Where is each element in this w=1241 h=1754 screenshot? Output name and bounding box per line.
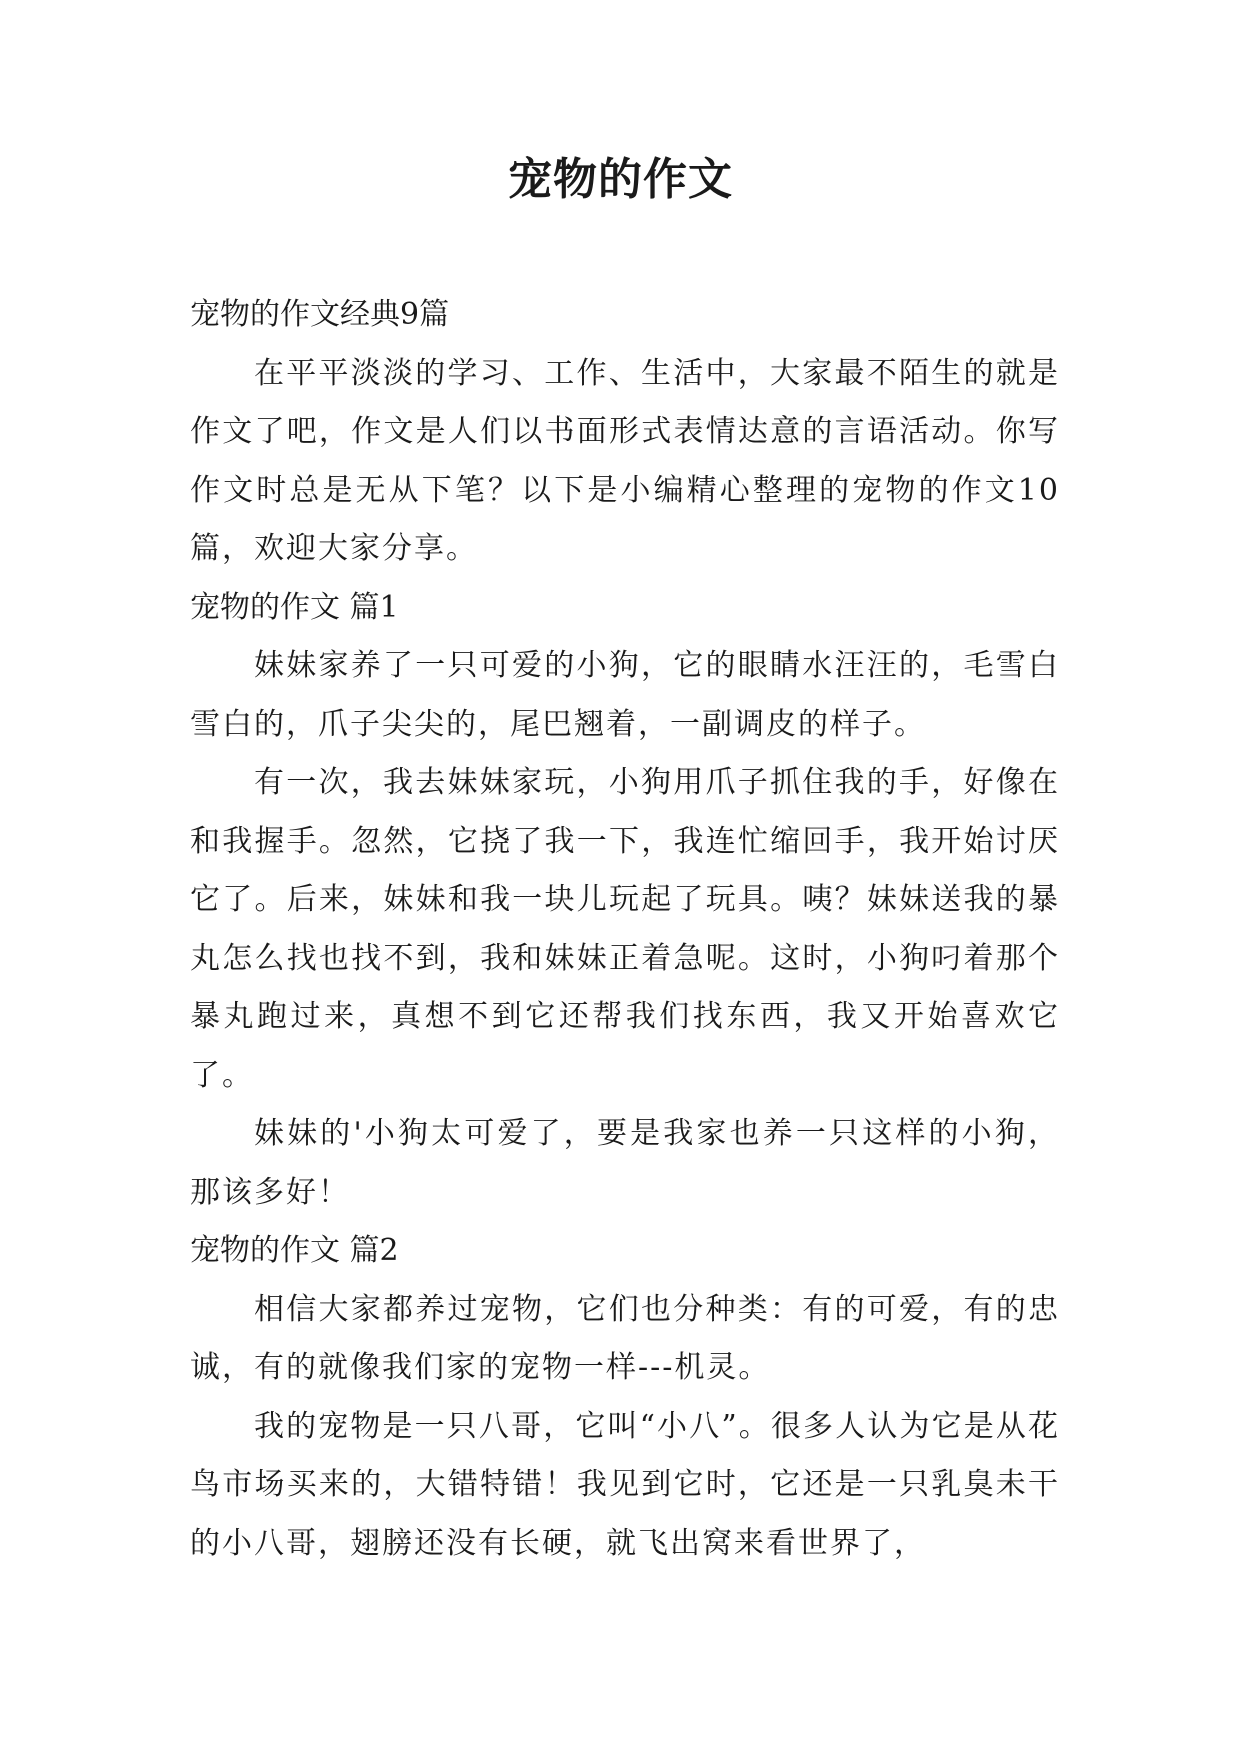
document-body — [190, 286, 1060, 1573]
intro-paragraph: 在平平淡淡的学习、工作、生活中，大家最不陌生的就是作文了吧，作文是人们以书面形式表情达意的言语活动。你写作文时总是无从下笔？以下是小编精心整理的宠物的作文10篇，欢迎大家分享。 — [190, 355, 1060, 566]
paragraph: 妹妹的'小狗太可爱了，要是我家也养一只这样的小狗，那该多好！ — [190, 1116, 1060, 1210]
paragraph: 妹妹家养了一只可爱的小狗，它的眼睛水汪汪的，毛雪白雪白的，爪子尖尖的，尾巴翘着，一副调皮的样子。 — [190, 648, 1060, 742]
paragraph: 我的宠物是一只八哥，它叫“小八”。很多人认为它是从花鸟市场买来的，大错特错！我见到它时，它还是一只乳臭未干的小八哥，翅膀还没有长硬，就飞出窝来看世界了， — [190, 1408, 1060, 1561]
section-heading: 宠物的作文经典9篇 — [190, 297, 450, 332]
paragraph: 相信大家都养过宠物，它们也分种类：有的可爱，有的忠诚，有的就像我们家的宠物一样---机灵。 — [190, 1291, 1060, 1385]
section-heading: 宠物的作文 篇1 — [190, 589, 399, 625]
document-title: 宠物的作文 — [508, 154, 733, 205]
paragraph: 有一次，我去妹妹家玩，小狗用爪子抓住我的手，好像在和我握手。忽然，它挠了我一下，我连忙缩回手，我开始讨厌它了。后来，妹妹和我一块儿玩起了玩具。咦？妹妹送我的暴丸怎么找也找不到，我和妹妹正着急呢。这时，小狗叼着那个暴丸跑过来，真想不到它还帮我们找东西，我又开始喜欢它了。 — [190, 765, 1060, 1093]
section-heading: 宠物的作文 篇2 — [190, 1233, 399, 1268]
